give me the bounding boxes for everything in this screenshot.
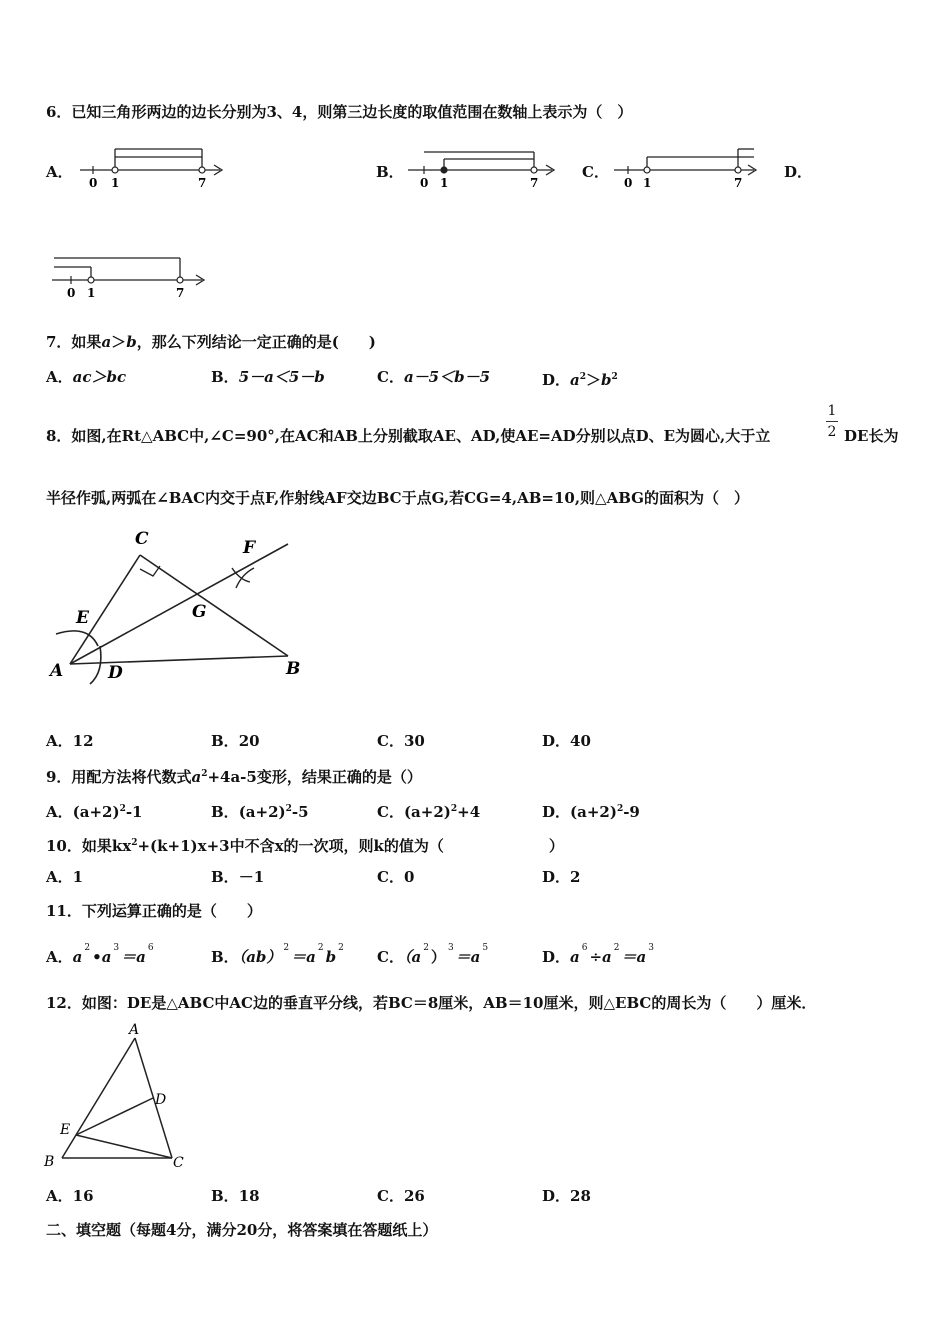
q6-a-tick-0: 0 <box>89 176 98 190</box>
q6-option-a-number-line <box>80 146 230 190</box>
q6-d-tick-1: 1 <box>87 286 96 300</box>
q12-option-c[interactable]: C．26 <box>377 1187 425 1205</box>
q12-label-d: D <box>155 1092 167 1108</box>
q9-stem: 9．用配方法将代数式$a^2+4a-5$变形，结果正确的是（） <box>46 768 422 786</box>
q12-option-d[interactable]: D．28 <box>542 1187 591 1205</box>
q8-label-e: E <box>76 608 89 628</box>
q12-label-e: E <box>60 1122 71 1138</box>
q8-option-a[interactable]: A．12 <box>46 732 94 750</box>
q10-stem: 10．如果$kx^2+(k+1)x+3$中不含x的一次项，则k的值为（ ） <box>46 837 564 855</box>
q7-option-c[interactable]: C．a－5＜b－5 <box>377 368 491 386</box>
q8-fraction <box>826 403 838 440</box>
q6-c-tick-7: 7 <box>734 176 743 190</box>
q9-option-d[interactable]: D．$(a+2)^2-9$ <box>542 803 640 821</box>
q6-option-b-label[interactable]: B． <box>376 163 404 181</box>
q6-option-b-number-line <box>408 146 558 190</box>
q6-option-d-number-line <box>52 254 212 300</box>
q9-option-c[interactable]: C．$(a+2)^2+4$ <box>377 803 481 821</box>
q8-option-c[interactable]: C．30 <box>377 732 425 750</box>
q6-a-tick-7: 7 <box>198 176 207 190</box>
q12-label-c: C <box>173 1155 184 1171</box>
q9-option-a[interactable]: A．$(a+2)^2-1$ <box>46 803 143 821</box>
q7-option-d[interactable]: D．$a^2>b^2$ <box>542 371 618 389</box>
q8-label-d: D <box>108 663 123 683</box>
q8-label-f: F <box>243 538 256 558</box>
q12-label-a: A <box>129 1022 140 1038</box>
q6-b-tick-0: 0 <box>420 176 429 190</box>
q8-fraction-num: 1 <box>827 403 837 419</box>
q10-option-d[interactable]: D．2 <box>542 868 581 886</box>
q12-option-a[interactable]: A．16 <box>46 1187 94 1205</box>
q8-label-c: C <box>135 529 149 549</box>
q8-option-d[interactable]: D．40 <box>542 732 591 750</box>
q6-b-tick-7: 7 <box>530 176 539 190</box>
q8-label-a: A <box>50 661 64 681</box>
q7-option-a[interactable]: A．ac＞bc <box>46 368 127 386</box>
q6-option-c-label[interactable]: C． <box>582 163 609 181</box>
q10-option-a[interactable]: A．1 <box>46 868 84 886</box>
q7-option-b[interactable]: B．5－a＜5－b <box>211 368 325 386</box>
q12-label-b: B <box>44 1154 55 1170</box>
q6-b-tick-1: 1 <box>440 176 449 190</box>
q8-stem-line2: 半径作弧,两弧在∠BAC内交于点F,作射线AF交边BC于点G,若CG=4,AB=10,则△ABG的面积为（ ） <box>46 489 749 507</box>
q12-stem: 12．如图：DE是△ABC中AC边的垂直平分线，若BC＝8厘米，AB＝10厘米，则△EBC的周长为（ ）厘米． <box>46 994 817 1012</box>
q6-d-tick-0: 0 <box>67 286 76 300</box>
q6-d-tick-7: 7 <box>176 286 185 300</box>
q10-option-c[interactable]: C．0 <box>377 868 415 886</box>
q8-label-b: B <box>286 659 301 679</box>
q11-option-a[interactable]: A．a $^2$ •a $^3$ ＝a $^6$ <box>46 943 154 966</box>
q8-stem-line1: 8．如图,在Rt△ABC中,∠C=90°,在AC和AB上分别截取AE、AD,使AE=AD分别以点D、E为圆心,大于立 <box>46 427 771 445</box>
q6-option-c-number-line <box>614 146 764 190</box>
q8-stem-line1-tail: DE长为 <box>844 427 899 445</box>
q8-triangle-figure <box>40 522 310 692</box>
q10-option-b[interactable]: B．－1 <box>211 868 265 886</box>
q6-option-a-label[interactable]: A． <box>46 163 73 181</box>
q8-label-g: G <box>192 602 207 622</box>
q6-a-tick-1: 1 <box>111 176 120 190</box>
q8-fraction-den: 2 <box>827 424 837 440</box>
q6-c-tick-0: 0 <box>624 176 633 190</box>
q11-option-d[interactable]: D．a $^6$ ÷a $^2$ ＝a $^3$ <box>542 943 654 966</box>
q6-option-d-label[interactable]: D． <box>784 163 813 181</box>
q11-option-b[interactable]: B．（ab） $^2$ ＝a $^2$ b $^2$ <box>211 943 344 966</box>
q11-option-c[interactable]: C．（a $^2$ ） $^3$ ＝a $^5$ <box>377 943 489 966</box>
q12-triangle-figure <box>40 1020 210 1180</box>
q9-option-b[interactable]: B．$(a+2)^2-5$ <box>211 803 309 821</box>
q6-c-tick-1: 1 <box>643 176 652 190</box>
q12-option-b[interactable]: B．18 <box>211 1187 260 1205</box>
q11-stem: 11．下列运算正确的是（ ） <box>46 902 262 920</box>
section2-heading: 二、填空题（每题4分，满分20分，将答案填在答题纸上） <box>46 1221 438 1239</box>
q6-stem: 6．已知三角形两边的边长分别为3、4，则第三边长度的取值范围在数轴上表示为（ ） <box>46 103 633 121</box>
q8-option-b[interactable]: B．20 <box>211 732 260 750</box>
q7-stem: 7．如果a＞b，那么下列结论一定正确的是( ) <box>46 333 376 351</box>
